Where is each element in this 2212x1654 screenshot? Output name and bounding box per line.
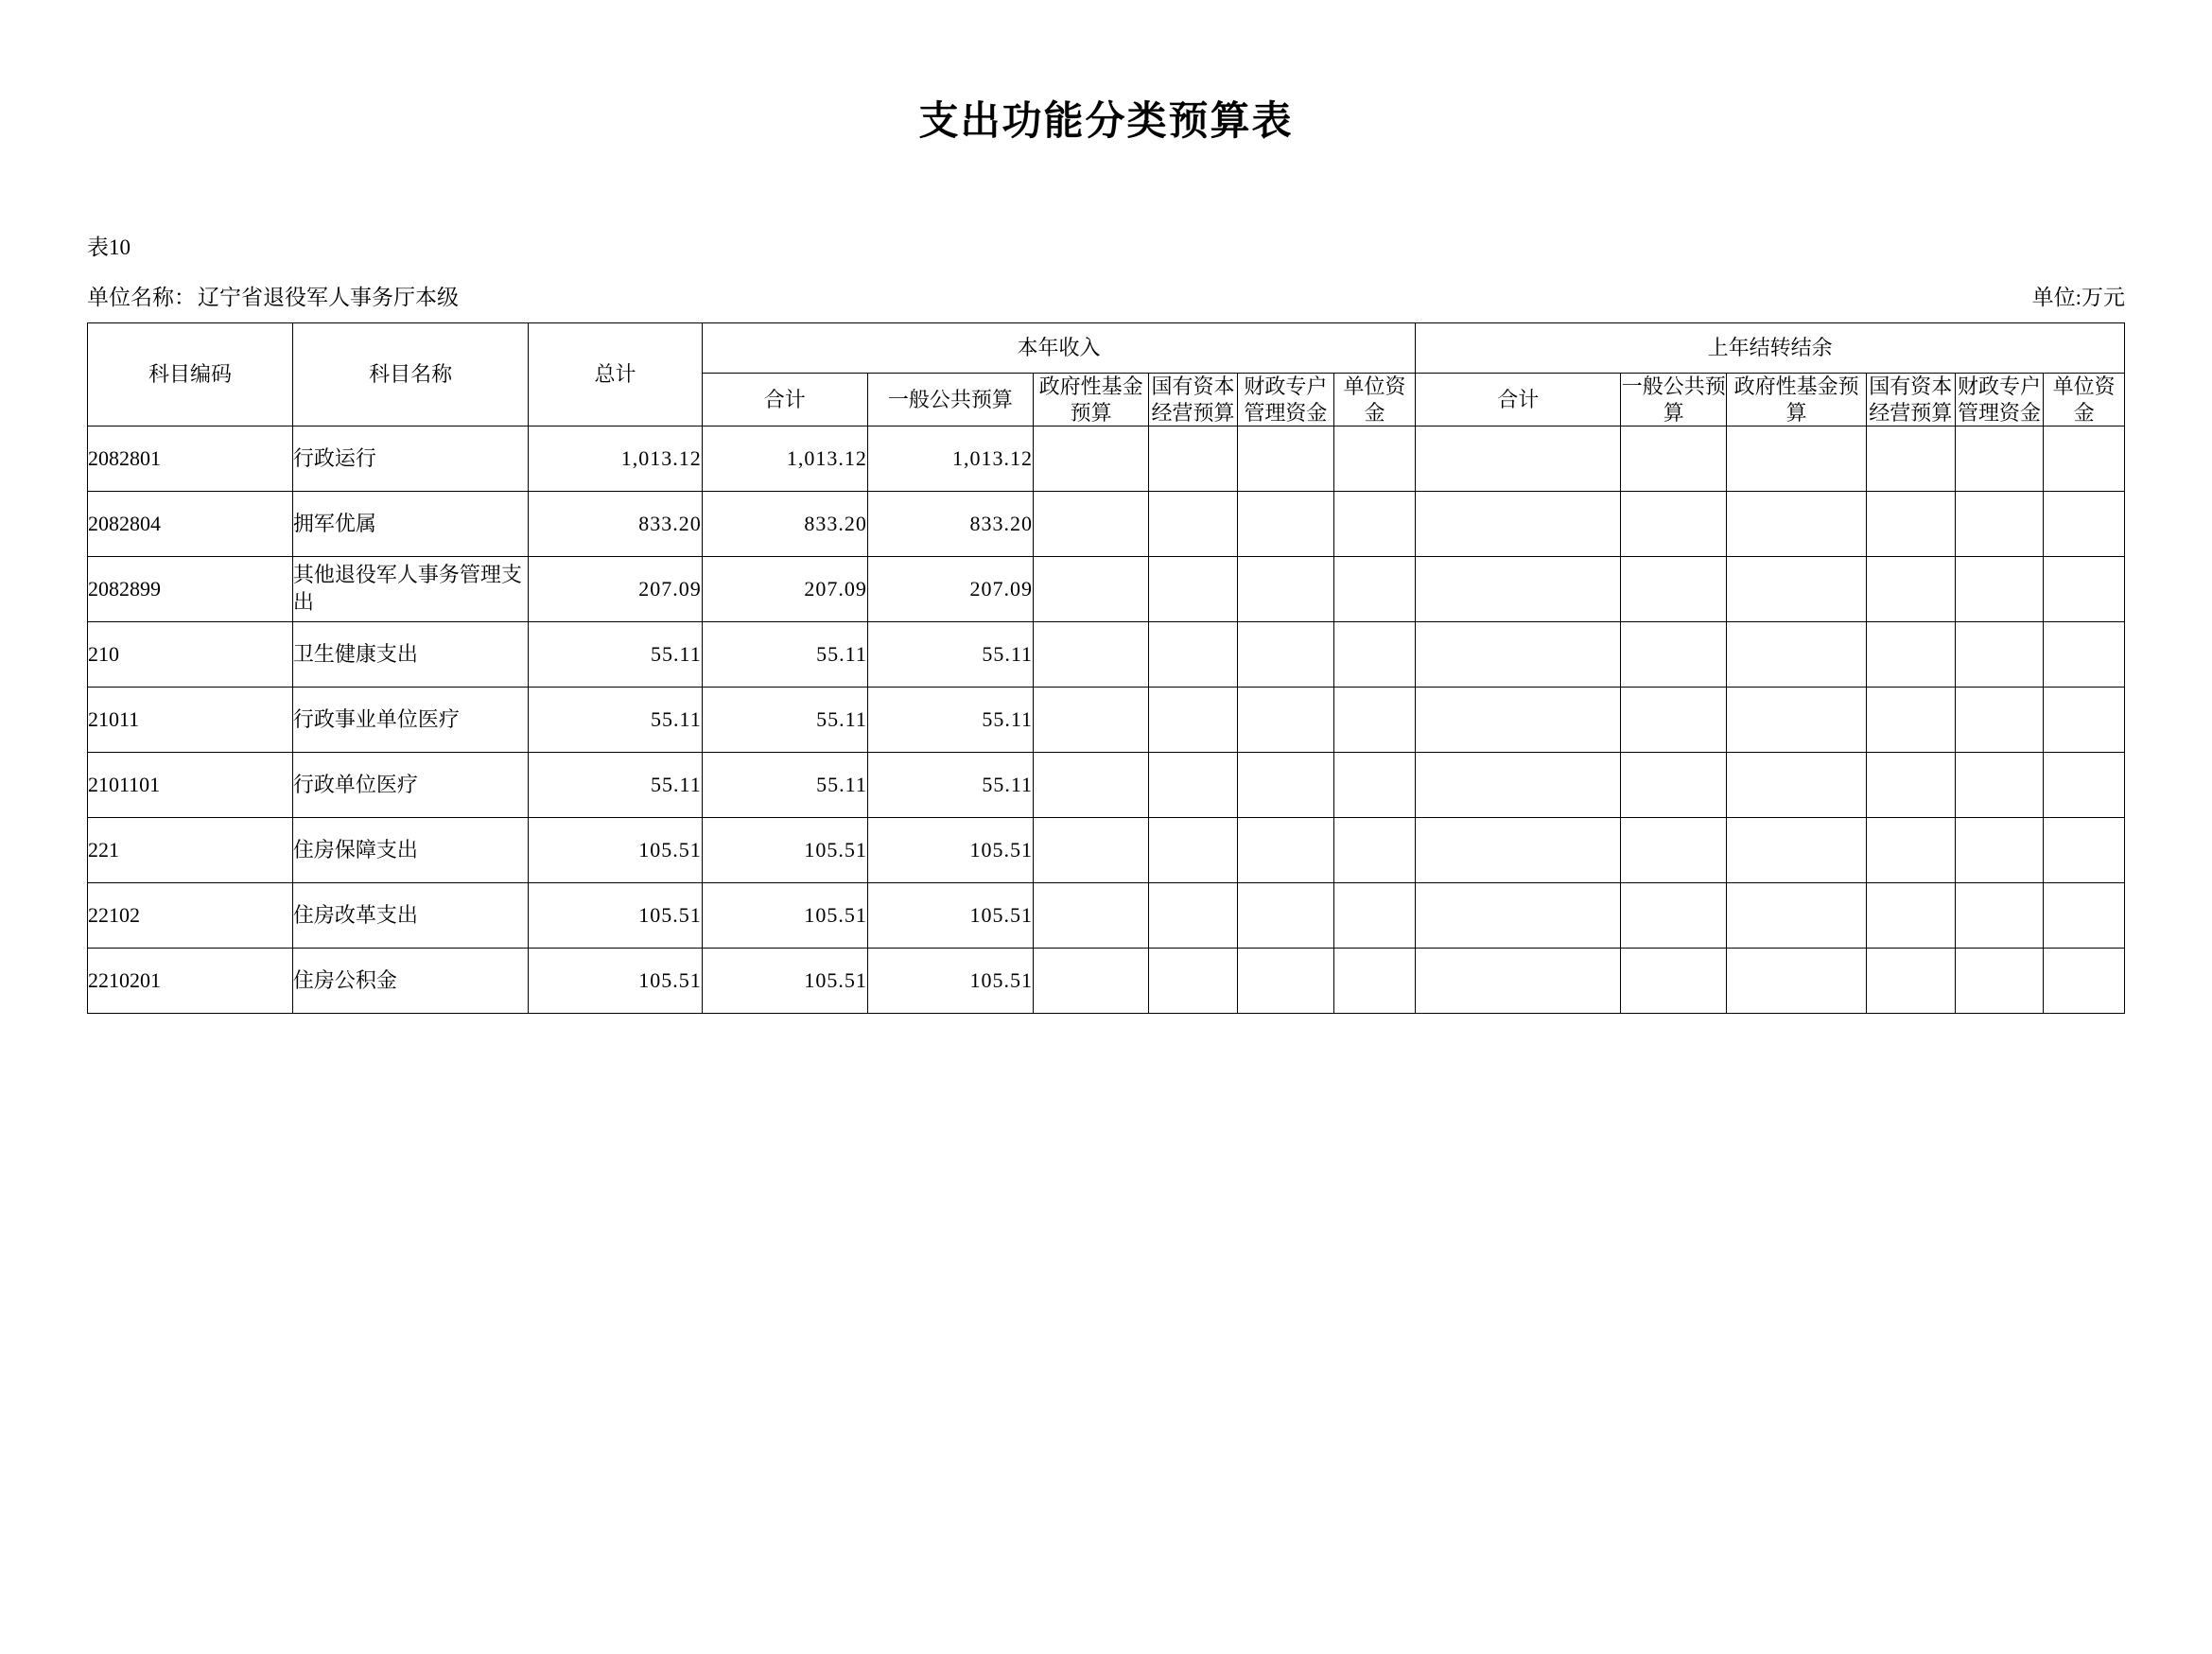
cell-carry-statecap	[1866, 883, 1955, 949]
cell-income-govfund	[1034, 427, 1149, 492]
cell-carry-general	[1621, 949, 1727, 1014]
header-income-subtotal: 合计	[702, 374, 867, 427]
cell-carry-general	[1621, 492, 1727, 557]
cell-carry-statecap	[1866, 949, 1955, 1014]
table-header-row-group	[88, 323, 2125, 374]
cell-total: 105.51	[529, 949, 702, 1014]
unit-name-value: 辽宁省退役军人事务厅本级	[198, 286, 459, 309]
cell-carry-unit	[2044, 622, 2125, 688]
cell-carry-general	[1621, 557, 1727, 622]
cell-carry-govfund	[1727, 557, 1867, 622]
cell-carry-subtotal	[1416, 622, 1621, 688]
cell-income-general: 105.51	[867, 883, 1033, 949]
cell-income-special	[1237, 427, 1333, 492]
cell-income-special	[1237, 688, 1333, 753]
cell-total: 55.11	[529, 753, 702, 818]
cell-income-statecap	[1149, 492, 1238, 557]
header-total: 总计	[529, 323, 702, 427]
cell-carry-unit	[2044, 883, 2125, 949]
cell-carry-statecap	[1866, 688, 1955, 753]
cell-income-govfund	[1034, 753, 1149, 818]
header-carry-state-capital-operation-budget: 国有资本经营预算	[1866, 374, 1955, 427]
cell-income-subtotal: 105.51	[702, 818, 867, 883]
cell-carry-subtotal	[1416, 818, 1621, 883]
cell-carry-general	[1621, 688, 1727, 753]
cell-carry-special	[1955, 427, 2044, 492]
cell-carry-govfund	[1727, 818, 1867, 883]
header-income-general-public-budget: 一般公共预算	[867, 374, 1033, 427]
cell-carry-subtotal	[1416, 688, 1621, 753]
cell-carry-govfund	[1727, 883, 1867, 949]
cell-total: 207.09	[529, 557, 702, 622]
table-row	[88, 753, 2125, 818]
cell-carry-special	[1955, 622, 2044, 688]
cell-carry-special	[1955, 949, 2044, 1014]
cell-carry-subtotal	[1416, 949, 1621, 1014]
cell-carry-general	[1621, 818, 1727, 883]
cell-income-statecap	[1149, 557, 1238, 622]
cell-code: 21011	[88, 688, 293, 753]
table-row	[88, 622, 2125, 688]
cell-code: 210	[88, 622, 293, 688]
cell-income-unit	[1333, 883, 1416, 949]
document-meta	[0, 230, 2212, 311]
cell-income-subtotal: 105.51	[702, 883, 867, 949]
cell-income-govfund	[1034, 949, 1149, 1014]
cell-carry-unit	[2044, 688, 2125, 753]
cell-carry-general	[1621, 427, 1727, 492]
cell-income-subtotal: 207.09	[702, 557, 867, 622]
cell-carry-unit	[2044, 818, 2125, 883]
header-income-fiscal-special-account-funds: 财政专户管理资金	[1237, 374, 1333, 427]
cell-code: 2210201	[88, 949, 293, 1014]
cell-income-statecap	[1149, 427, 1238, 492]
cell-income-govfund	[1034, 883, 1149, 949]
cell-carry-subtotal	[1416, 492, 1621, 557]
cell-income-subtotal: 1,013.12	[702, 427, 867, 492]
cell-carry-general	[1621, 622, 1727, 688]
cell-carry-special	[1955, 557, 2044, 622]
cell-carry-statecap	[1866, 622, 1955, 688]
cell-income-statecap	[1149, 949, 1238, 1014]
cell-income-special	[1237, 949, 1333, 1014]
cell-income-general: 55.11	[867, 688, 1033, 753]
cell-income-statecap	[1149, 818, 1238, 883]
unit-name	[87, 280, 459, 311]
header-carry-subtotal: 合计	[1416, 374, 1621, 427]
cell-income-general: 55.11	[867, 622, 1033, 688]
cell-carry-unit	[2044, 557, 2125, 622]
cell-carry-subtotal	[1416, 753, 1621, 818]
cell-income-govfund	[1034, 622, 1149, 688]
cell-carry-unit	[2044, 753, 2125, 818]
cell-carry-unit	[2044, 427, 2125, 492]
cell-carry-unit	[2044, 949, 2125, 1014]
cell-income-unit	[1333, 622, 1416, 688]
cell-total: 105.51	[529, 883, 702, 949]
cell-code: 2082801	[88, 427, 293, 492]
cell-carry-govfund	[1727, 622, 1867, 688]
cell-name: 行政运行	[292, 427, 529, 492]
cell-code: 2082899	[88, 557, 293, 622]
cell-carry-special	[1955, 753, 2044, 818]
unit-name-label: 单位名称：	[87, 286, 196, 309]
cell-carry-subtotal	[1416, 557, 1621, 622]
cell-carry-special	[1955, 492, 2044, 557]
budget-table	[87, 322, 2125, 1014]
cell-income-subtotal: 55.11	[702, 688, 867, 753]
cell-total: 1,013.12	[529, 427, 702, 492]
cell-carry-subtotal	[1416, 427, 1621, 492]
cell-total: 833.20	[529, 492, 702, 557]
cell-carry-statecap	[1866, 818, 1955, 883]
cell-income-general: 833.20	[867, 492, 1033, 557]
cell-income-special	[1237, 753, 1333, 818]
cell-income-statecap	[1149, 883, 1238, 949]
amount-unit-label: 单位:万元	[2031, 286, 2125, 309]
cell-income-general: 105.51	[867, 818, 1033, 883]
header-carry-general-public-budget: 一般公共预算	[1621, 374, 1726, 425]
page-title: 支出功能分类预算表	[918, 97, 1294, 144]
header-prior-year-carryover: 上年结转结余	[1416, 323, 2125, 374]
cell-income-statecap	[1149, 622, 1238, 688]
cell-carry-general	[1621, 883, 1727, 949]
cell-carry-special	[1955, 883, 2044, 949]
cell-name: 卫生健康支出	[292, 622, 529, 688]
table-row	[88, 427, 2125, 492]
cell-income-statecap	[1149, 753, 1238, 818]
cell-code: 221	[88, 818, 293, 883]
document-page	[0, 90, 2212, 1654]
table-row	[88, 557, 2125, 622]
cell-carry-govfund	[1727, 427, 1867, 492]
cell-code: 22102	[88, 883, 293, 949]
table-number: 表10	[87, 235, 131, 259]
header-income-government-fund-budget: 政府性基金预算	[1034, 374, 1149, 427]
table-row	[88, 818, 2125, 883]
cell-income-unit	[1333, 492, 1416, 557]
cell-name: 拥军优属	[292, 492, 529, 557]
table-row	[88, 492, 2125, 557]
cell-income-govfund	[1034, 492, 1149, 557]
cell-total: 55.11	[529, 622, 702, 688]
cell-income-general: 1,013.12	[867, 427, 1033, 492]
cell-name: 行政单位医疗	[292, 753, 529, 818]
cell-income-unit	[1333, 949, 1416, 1014]
cell-income-subtotal: 105.51	[702, 949, 867, 1014]
cell-income-govfund	[1034, 818, 1149, 883]
cell-income-special	[1237, 557, 1333, 622]
cell-carry-statecap	[1866, 427, 1955, 492]
table-row	[88, 883, 2125, 949]
header-code: 科目编码	[88, 323, 293, 427]
cell-total: 105.51	[529, 818, 702, 883]
cell-income-general: 55.11	[867, 753, 1033, 818]
cell-carry-special	[1955, 818, 2044, 883]
header-carry-fiscal-special-account-funds: 财政专户管理资金	[1955, 374, 2044, 427]
header-income-state-capital-operation-budget: 国有资本经营预算	[1149, 374, 1238, 427]
cell-income-subtotal: 55.11	[702, 622, 867, 688]
cell-carry-unit	[2044, 492, 2125, 557]
cell-income-unit	[1333, 818, 1416, 883]
cell-income-unit	[1333, 688, 1416, 753]
cell-carry-general	[1621, 753, 1727, 818]
cell-name: 住房公积金	[292, 949, 529, 1014]
cell-income-statecap	[1149, 688, 1238, 753]
cell-carry-special	[1955, 688, 2044, 753]
cell-carry-govfund	[1727, 949, 1867, 1014]
cell-name: 行政事业单位医疗	[292, 688, 529, 753]
cell-income-govfund	[1034, 688, 1149, 753]
header-name: 科目名称	[292, 323, 529, 427]
cell-carry-statecap	[1866, 753, 1955, 818]
cell-carry-govfund	[1727, 492, 1867, 557]
cell-carry-subtotal	[1416, 883, 1621, 949]
cell-income-general: 207.09	[867, 557, 1033, 622]
cell-income-unit	[1333, 427, 1416, 492]
cell-name: 住房改革支出	[292, 883, 529, 949]
header-carry-unit-funds: 单位资金	[2044, 374, 2125, 427]
cell-name: 其他退役军人事务管理支出	[292, 557, 529, 622]
cell-income-subtotal: 55.11	[702, 753, 867, 818]
cell-code: 2082804	[88, 492, 293, 557]
cell-name: 住房保障支出	[292, 818, 529, 883]
table-row	[88, 949, 2125, 1014]
cell-income-govfund	[1034, 557, 1149, 622]
cell-income-special	[1237, 492, 1333, 557]
cell-income-subtotal: 833.20	[702, 492, 867, 557]
cell-income-special	[1237, 818, 1333, 883]
cell-code: 2101101	[88, 753, 293, 818]
cell-income-general: 105.51	[867, 949, 1033, 1014]
cell-income-special	[1237, 622, 1333, 688]
header-income-unit-funds: 单位资金	[1333, 374, 1416, 427]
cell-carry-statecap	[1866, 557, 1955, 622]
cell-total: 55.11	[529, 688, 702, 753]
cell-carry-govfund	[1727, 753, 1867, 818]
header-carry-government-fund-budget: 政府性基金预算	[1727, 374, 1867, 427]
cell-income-unit	[1333, 557, 1416, 622]
cell-income-unit	[1333, 753, 1416, 818]
cell-carry-govfund	[1727, 688, 1867, 753]
cell-income-special	[1237, 883, 1333, 949]
cell-carry-statecap	[1866, 492, 1955, 557]
table-row	[88, 688, 2125, 753]
header-current-year-income: 本年收入	[702, 323, 1416, 374]
